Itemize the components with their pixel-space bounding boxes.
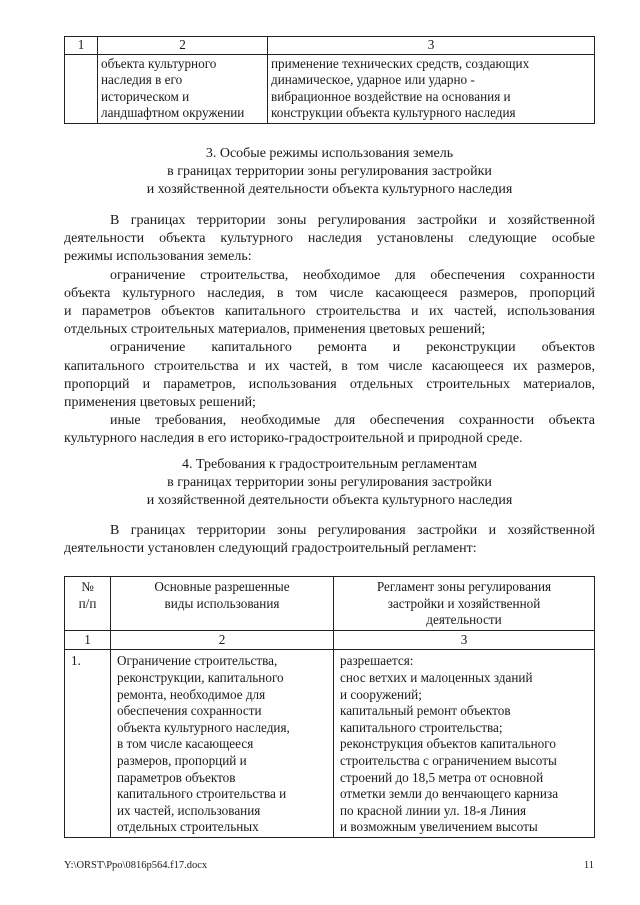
heading-line: и хозяйственной деятельности объекта культурного наследия [146,493,513,509]
cell-line: строений до 18,5 метра от основной [340,769,544,785]
header-number-cell [65,577,111,631]
body-line: пропорций и параметров, использования отдельных строительных материалов, [64,376,595,392]
header-line: Основные разрешенные [154,579,290,594]
section-4-heading [64,456,595,511]
heading-line: в границах территории зоны регулирования застройки [167,475,492,491]
cell-line: параметров объектов [117,769,236,785]
column-number-2: 2 [98,37,268,55]
body-line: деятельности объекта культурного наследия установлены следующие особые [64,231,595,247]
column-number-3: 3 [334,630,595,650]
header-line: деятельности [426,612,502,628]
cell-line: Ограничение строительства, [117,653,278,669]
uses-cell [111,650,334,838]
cell-line: по красной линии ул. 18-я Линия [340,802,527,818]
column-number-2: 2 [111,630,334,650]
body-line: капитального строительства и их частей, в том числе касающееся их размеров, [64,358,595,374]
footer-page-number: 11 [583,860,594,871]
cell-line: объекта культурного [101,55,217,71]
regulation-table [64,576,595,838]
header-line: Регламент зоны регулирования [376,579,552,594]
column-number-1: 1 [65,37,98,55]
body-line: ограничение строительства, необходимое для обеспечения сохранности [110,267,595,283]
body-line: отдельных строительных материалов, применения цветовых решений; [64,322,486,338]
cell-line: ремонта, необходимое для [117,686,266,702]
body-line: применения цветовых решений; [64,395,256,411]
heading-line: и хозяйственной деятельности объекта культурного наследия [146,182,513,198]
regulation-cell [334,650,595,838]
table-row [65,54,595,123]
table-header-row [65,577,595,631]
row-number-cell: 1. [65,650,111,838]
cell-line: ландшафтном окружении [101,105,245,121]
cell-line: реконструкция объектов капитального [340,736,556,752]
body-line: режимы использования земель: [64,249,252,265]
column-number-3: 3 [268,37,595,55]
cell-line: объекта культурного наследия, [117,719,290,735]
body-line: В границах территории зоны регулирования застройки и хозяйственной [110,523,595,538]
cell-line: капитального строительства; [340,719,503,735]
body-line: объекта культурного наследия, в том числе касающееся размеров, пропорций [64,285,595,301]
cell-line: реконструкции, капитального [117,669,284,685]
footer-file-path: Y:\ORST\Ppo\0816p564.f17.docx [64,860,208,871]
restriction-cell [268,54,595,123]
cell-line: строительства с ограничением высоты [340,752,557,768]
object-cell [98,54,268,123]
cell-line: размеров, пропорций и [117,752,247,768]
header-regulation-cell [334,577,595,631]
cell-line: отметки земли до венчающего карниза [340,786,559,802]
cell-line: обеспечения сохранности [117,703,262,719]
column-number-row [65,630,595,650]
body-line: В границах территории зоны регулирования застройки и хозяйственной [110,213,595,228]
column-number-1: 1 [65,630,111,650]
cell-line: конструкции объекта культурного наследия [271,105,516,121]
cell-line: снос ветхих и малоценных зданий [340,669,533,685]
body-line: культурного наследия в его историко-градостроительной и природной среде. [64,431,523,447]
section-3-body [64,212,595,449]
heading-line: в границах территории зоны регулирования застройки [167,164,492,180]
heading-line: 3. Особые режимы использования земель [205,146,454,161]
cell-line: капитальный ремонт объектов [340,703,511,719]
row-number-cell [65,54,98,123]
section-3-heading [64,145,595,200]
cell-line: и возможным увеличением высоты [340,819,538,835]
body-line: иные требования, необходимые для обеспечения сохранности объекта [110,413,595,429]
top-table [64,36,595,124]
table-row [65,650,595,838]
cell-line: вибрационное воздействие на основания и [271,88,511,104]
cell-line: разрешается: [340,653,414,669]
column-number-row [65,37,595,55]
cell-line: динамическое, ударное или ударно - [271,72,475,88]
header-uses-cell [111,577,334,631]
body-line: деятельности установлен следующий градостроительный регламент: [64,541,477,557]
header-line: виды использования [164,595,280,611]
section-4-body [64,522,595,558]
heading-line: 4. Требования к градостроительным регламентам [182,457,477,472]
header-line: п/п [78,595,97,611]
cell-line: наследия в его [101,72,183,88]
cell-line: историческом и [101,88,190,104]
body-line: и параметров объектов капитального строительства и их частей, использования [64,304,595,320]
cell-line: отдельных строительных [117,819,259,835]
cell-line: применение технических средств, создающих [271,55,530,71]
cell-line: капитального строительства и [117,786,287,802]
body-line: ограничение капитального ремонта и реконструкции объектов [110,340,595,356]
header-line: застройки и хозяйственной [387,595,541,611]
cell-line: их частей, использования [117,802,261,818]
cell-line: в том числе касающееся [117,736,254,752]
cell-line: и сооружений; [340,686,422,702]
header-line: № [81,579,94,594]
